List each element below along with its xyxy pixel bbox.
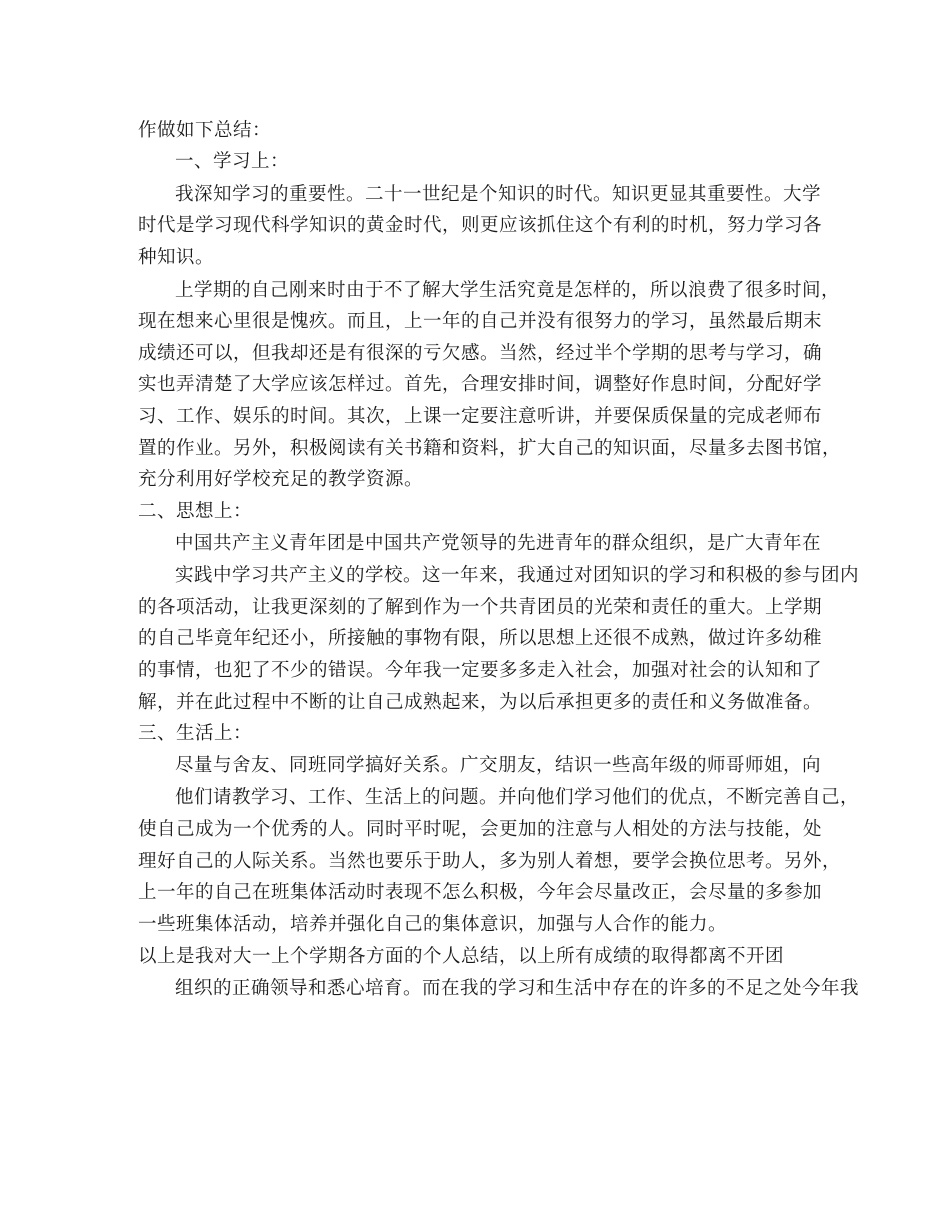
- text-line: 上学期的自己刚来时由于不了解大学生活究竟是怎样的，所以浪费了很多时间，: [175, 280, 841, 301]
- text-line: 以上是我对大一上个学期各方面的个人总结，以上所有成绩的取得都离不开团: [138, 946, 785, 967]
- text-line: 作做如下总结：: [138, 120, 272, 141]
- text-line: 组织的正确领导和悉心培育。而在我的学习和生活中存在的许多的不足之处今年我: [175, 978, 860, 999]
- text-line: 实践中学习共产主义的学校。这一年来，我通过对团知识的学习和积极的参与团内: [175, 565, 860, 586]
- section-heading-life: 尽量与舍友、同班同学搞好关系。广交朋友，结识一些高年级的师哥师姐，向: [175, 755, 822, 776]
- text-line: 充分利用好学校充足的教学资源。: [138, 469, 424, 490]
- section-heading-thought: 中国共产主义青年团是中国共产党领导的先进青年的群众组织，是广大青年在: [175, 533, 822, 554]
- text-line: 的自己毕竟年纪还小，所接触的事物有限，所以思想上还很不成熟，做过许多幼稚: [138, 628, 823, 649]
- text-line: 现在想来心里很是愧疚。而且，上一年的自己并没有很努力的学习，虽然最后期末: [138, 311, 823, 332]
- text-line: 时代是学习现代科学知识的黄金时代，则更应该抓住这个有利的时机，努力学习各: [138, 215, 823, 236]
- text-line: 置的作业。另外，积极阅读有关书籍和资料，扩大自己的知识面，尽量多去图书馆，: [138, 438, 842, 459]
- text-line: 上一年的自己在班集体活动时表现不怎么积极，今年会尽量改正，会尽量的多参加: [138, 882, 823, 903]
- text-line: 解，并在此过程中不断的让自己成熟起来，为以后承担更多的责任和义务做准备。: [138, 692, 823, 713]
- text-line: 三、生活上：: [138, 723, 253, 744]
- text-line: 成绩还可以，但我却还是有很深的亏欠感。当然，经过半个学期的思考与学习，确: [138, 343, 823, 364]
- text-line: 实也弄清楚了大学应该怎样过。首先，合理安排时间，调整好作息时间，分配好学: [138, 374, 823, 395]
- text-line: 的事情，也犯了不少的错误。今年我一定要多多走入社会，加强对社会的认知和了: [138, 660, 823, 681]
- text-line: 我深知学习的重要性。二十一世纪是个知识的时代。知识更显其重要性。大学: [175, 184, 822, 205]
- section-heading-study: 一、学习上：: [175, 151, 290, 172]
- text-line: 习、工作、娱乐的时间。其次，上课一定要注意听讲，并要保质保量的完成老师布: [138, 406, 823, 427]
- text-line: 他们请教学习、工作、生活上的问题。并向他们学习他们的优点，不断完善自己，: [175, 787, 860, 808]
- text-line: 理好自己的人际关系。当然也要乐于助人，多为别人着想，要学会换位思考。另外，: [138, 851, 842, 872]
- text-line: 的各项活动，让我更深刻的了解到作为一个共青团员的光荣和责任的重大。上学期: [138, 597, 823, 618]
- text-line: 一些班集体活动，培养并强化自己的集体意识，加强与人合作的能力。: [138, 914, 728, 935]
- text-line: 二、思想上：: [138, 501, 253, 522]
- text-line: 使自己成为一个优秀的人。同时平时呢，会更加的注意与人相处的方法与技能，处: [138, 819, 823, 840]
- text-line: 种知识。: [138, 247, 215, 268]
